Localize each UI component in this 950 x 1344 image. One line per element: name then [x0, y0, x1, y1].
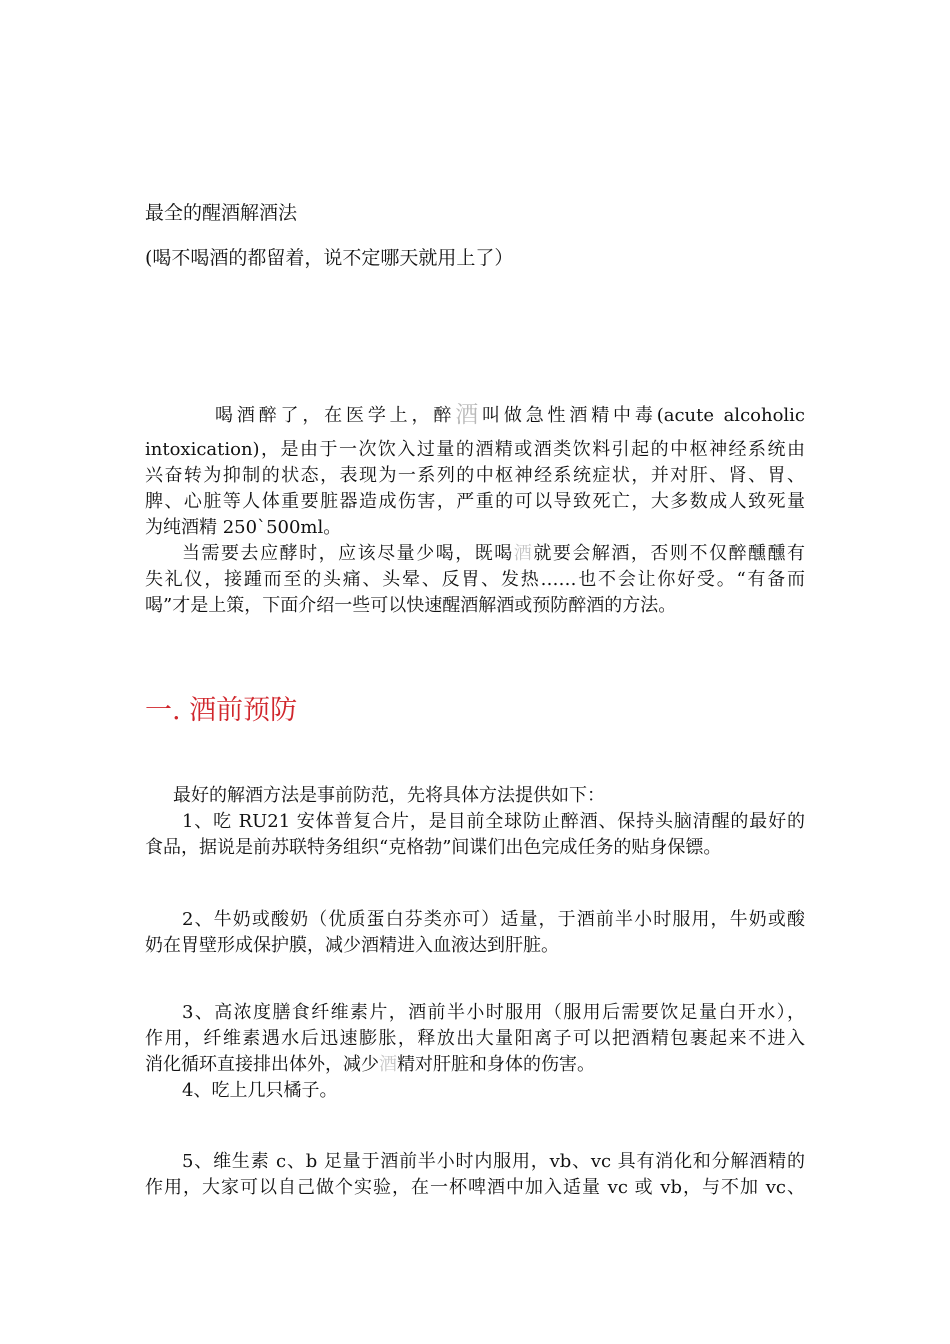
item-5-line-2: 作用，大家可以自己做个实验，在一杯啤酒中加入适量 vc 或 vb，与不加 vc、 [145, 1177, 805, 1198]
item-text: 精对肝脏和身体的伤害。 [397, 1054, 595, 1075]
section-lead: 最好的解酒方法是事前防范，先将具体方法提供如下： [173, 785, 605, 806]
item-3-line-3 [145, 1052, 805, 1078]
item-3-line-1: 3、高浓度膳食纤维素片，酒前半小时服用（服用后需要饮足量白开水）， [182, 1002, 805, 1023]
faint-jiu-character: 酒 [379, 1054, 397, 1075]
intro-text: 叫做急性酒精中毒(acute alcoholic [482, 405, 806, 426]
intro-line-4: 脾、心脏等人体重要脏器造成伤害，严重的可以导致死亡，大多数成人致死量 [145, 491, 805, 512]
item-1-line-2: 食品，据说是前苏联特务组织“克格勃”间谍们出色完成任务的贴身保镖。 [145, 837, 722, 858]
section-heading: 一. 酒前预防 [145, 695, 298, 726]
intro-line-1 [215, 402, 805, 429]
intro-p2-line-2: 失礼仪，接踵而至的头痛、头晕、反胃、发热……也不会让你好受。“有备而 [145, 569, 805, 590]
item-5-line-1: 5、维生素 c、b 足量于酒前半小时内服用，vb、vc 具有消化和分解酒精的 [182, 1151, 805, 1172]
item-3-line-2: 作用，纤维素遇水后迅速膨胀，释放出大量阳离子可以把酒精包裹起来不进入 [145, 1028, 805, 1049]
document-title: 最全的醒酒解酒法 [145, 202, 298, 224]
faint-jiu-character: 酒 [455, 402, 483, 428]
intro-text: 当需要去应酵时，应该尽量少喝，既喝 [182, 543, 514, 564]
item-2-line-1: 2、牛奶或酸奶（优质蛋白芬类亦可）适量，于酒前半小时服用，牛奶或酸 [182, 909, 805, 930]
intro-text: 就要会解酒，否则不仅醉醺醺有 [533, 543, 806, 564]
intro-line-5: 为纯酒精 250`500ml。 [145, 517, 342, 538]
intro-line-3: 兴奋转为抑制的状态，表现为一系列的中枢神经系统症状，并对肝、肾、胃、 [145, 465, 805, 486]
intro-text: 喝酒醉了，在医学上，醉 [215, 405, 456, 426]
faint-jiu-character: 酒 [513, 543, 534, 564]
item-4: 4、吃上几只橘子。 [182, 1080, 338, 1101]
intro-p2-line-3: 喝”才是上策，下面介绍一些可以快速醒酒解酒或预防醉酒的方法。 [145, 595, 677, 616]
intro-p2-line-1 [182, 541, 805, 567]
item-1-line-1: 1、吃 RU21 安体普复合片，是目前全球防止醉酒、保持头脑清醒的最好的 [182, 811, 805, 832]
item-2-line-2: 奶在胃壁形成保护膜，减少酒精进入血液达到肝脏。 [145, 935, 559, 956]
intro-line-2: intoxication)，是由于一次饮入过量的酒精或酒类饮料引起的中枢神经系统由 [145, 439, 805, 460]
document-subtitle: (喝不喝酒的都留着，说不定哪天就用上了） [145, 247, 514, 269]
item-text: 消化循环直接排出体外，减少 [145, 1054, 379, 1075]
